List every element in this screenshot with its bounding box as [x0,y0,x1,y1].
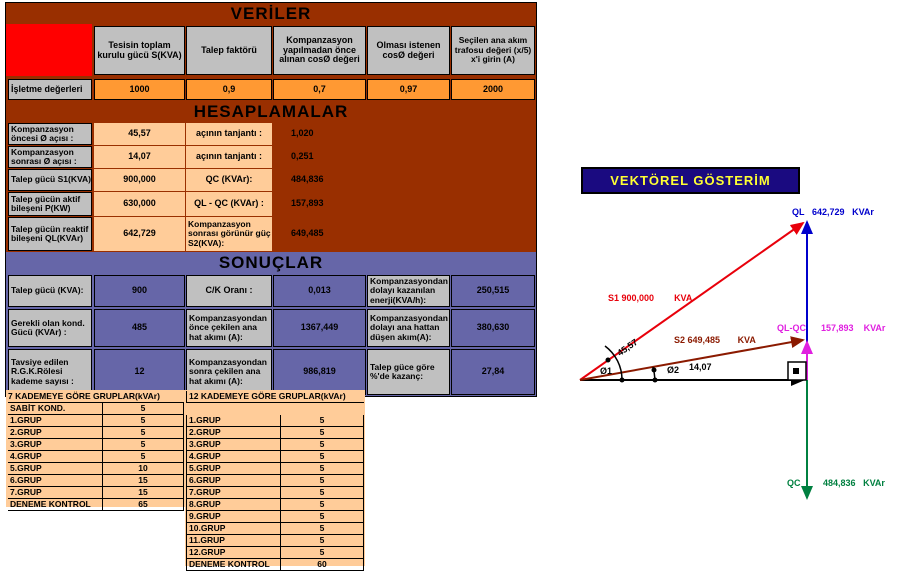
hesap-value2: 484,836 [273,169,333,191]
hesap-label: Kompanzasyon öncesi Ø açısı : [8,123,92,145]
hesap-label: Talep gücün reaktif bileşeni QL(KVAr) [8,217,92,251]
header-kurulu-guc: Tesisin toplam kurulu gücü S(KVA) [94,26,185,75]
hesap-label2: QL - QC (KVAr) : [186,192,272,216]
hesap-label2: açının tanjantı : [186,146,272,168]
header-cos-istenen: Olması istenen cosØ değeri [367,26,450,75]
value-cos-istenen[interactable]: 0,97 [367,79,450,100]
group-label: 5.GRUP [186,463,281,475]
sonuc-value: 12 [94,349,185,395]
sonuc-label: Kompanzasyondan sonra çekilen ana hat akımı (A): [186,349,272,395]
group-label: 6.GRUP [8,475,103,487]
hesap-label: Talep gücün aktif bileşeni P(KW) [8,192,92,216]
hesap-value: 45,57 [94,123,185,145]
group-value: 5 [103,439,184,451]
hesaplamalar-title: HESAPLAMALAR [6,101,536,122]
group-value: 15 [103,475,184,487]
group-value: 5 [281,415,364,427]
hesap-value: 630,000 [94,192,185,216]
group-label: SABİT KOND. [8,403,103,415]
vektor-title: VEKTÖREL GÖSTERİM [581,167,800,194]
group-value: 5 [103,415,184,427]
group-label: 1.GRUP [186,415,281,427]
group-label: DENEME KONTROL [8,499,103,511]
hesap-value2: 649,485 [273,217,333,251]
group-label: DENEME KONTROL [186,559,281,571]
group-value: 5 [281,439,364,451]
ql-label: QL 642,729 KVAr [792,207,874,217]
sonuc-label: Kompanzasyondan dolayı ana hattan düşen akım(A): [367,309,450,347]
veriler-title: VERİLER [6,3,536,24]
hesap-label2: Kompanzasyon sonrası görünür güç S2(KVA): [186,217,272,251]
phi2-value: 14,07 [689,362,712,372]
group-value: 5 [281,487,364,499]
red-marker-cell [6,24,92,76]
hesap-value2: 0,251 [273,146,333,168]
group-value: 60 [281,559,364,571]
s2-vector [580,340,803,380]
hesap-value: 14,07 [94,146,185,168]
group-label: 3.GRUP [8,439,103,451]
hesap-label: Talep gücü S1(KVA) [8,169,92,191]
sonuclar-title: SONUÇLAR [6,252,536,273]
sonuc-value: 900 [94,275,185,307]
value-trafo[interactable]: 2000 [451,79,535,100]
group-value: 5 [281,427,364,439]
group-label: 10.GRUP [186,523,281,535]
value-kurulu-guc[interactable]: 1000 [94,79,185,100]
group-value: 65 [103,499,184,511]
header-trafo: Seçilen ana akım trafosu değeri (x/5) x'i girin (A) [451,26,535,75]
group-label: 7.GRUP [186,487,281,499]
group-value: 5 [281,499,364,511]
phi1-value: 45,57 [615,336,640,358]
group-value: 5 [281,463,364,475]
value-talep-faktoru[interactable]: 0,9 [186,79,272,100]
sonuc-label: Tavsiye edilen R.G.K.Rölesi kademe sayısı : [8,349,92,395]
header-talep-faktoru: Talep faktörü [186,26,272,75]
value-cos-once[interactable]: 0,7 [273,79,366,100]
sonuc-label: Gerekli olan kond. Gücü (KVAr) : [8,309,92,347]
group-label: 2.GRUP [186,427,281,439]
hesap-label2: açının tanjantı : [186,123,272,145]
group-label: 8.GRUP [186,499,281,511]
group-value: 5 [281,475,364,487]
sonuc-label: Talep gücü (KVA): [8,275,92,307]
hesap-value: 642,729 [94,217,185,251]
header-cos-once: Kompanzasyon yapılmadan önce alınan cosØ değeri [273,26,366,75]
group-value: 5 [103,451,184,463]
gruplar12-title: 12 KADEMEYE GÖRE GRUPLAR(kVAr) [186,391,364,403]
sonuc-label: Kompanzasyondan önce çekilen ana hat akımı (A): [186,309,272,347]
group-label: 4.GRUP [8,451,103,463]
group-label: 2.GRUP [8,427,103,439]
group-label: 9.GRUP [186,511,281,523]
group-label: 4.GRUP [186,451,281,463]
sonuc-label: C/K Oranı : [186,275,272,307]
sonuc-label: Kompanzasyondan dolayı kazanılan enerji(KVA/h): [367,275,450,307]
isletme-label: İşletme değerleri [8,79,92,100]
sonuc-value: 1367,449 [273,309,366,347]
group-label: 12.GRUP [186,547,281,559]
s2-label: S2 649,485 KVA [674,335,756,345]
group-label: 5.GRUP [8,463,103,475]
group-value: 5 [281,523,364,535]
group-value: 5 [281,535,364,547]
hesap-label: Kompanzasyon sonrası Ø açısı : [8,146,92,168]
sonuc-value: 0,013 [273,275,366,307]
hesap-label2: QC (KVAr): [186,169,272,191]
hesap-value2: 157,893 [273,192,333,216]
gruplar7-title: 7 KADEMEYE GÖRE GRUPLAR(kVAr) [8,391,184,403]
vector-diagram [560,200,900,500]
group-label: 6.GRUP [186,475,281,487]
group-value: 5 [281,511,364,523]
hesap-value2: 1,020 [273,123,333,145]
sonuc-label: Talep güce göre %'de kazanç: [367,349,450,395]
phi1-label: Ø1 [600,366,613,376]
group-value: 15 [103,487,184,499]
qlqc-label: QL-QC 157,893 KVAr [777,323,886,333]
group-label: 1.GRUP [8,415,103,427]
sonuc-value: 250,515 [451,275,535,307]
sonuc-value: 27,84 [451,349,535,395]
qc-label: QC 484,836 KVAr [787,478,885,488]
sonuc-value: 485 [94,309,185,347]
group-value: 5 [103,427,184,439]
group-label: 3.GRUP [186,439,281,451]
group-value: 5 [281,547,364,559]
s1-label: S1 900,000 KVA [608,293,693,303]
group-label: 11.GRUP [186,535,281,547]
group-value: 10 [103,463,184,475]
group-value: 5 [103,403,184,415]
phi2-label: Ø2 [667,365,680,375]
group-label: 7.GRUP [8,487,103,499]
sonuc-value: 380,630 [451,309,535,347]
sonuc-value: 986,819 [273,349,366,395]
hesap-value: 900,000 [94,169,185,191]
group-value: 5 [281,451,364,463]
